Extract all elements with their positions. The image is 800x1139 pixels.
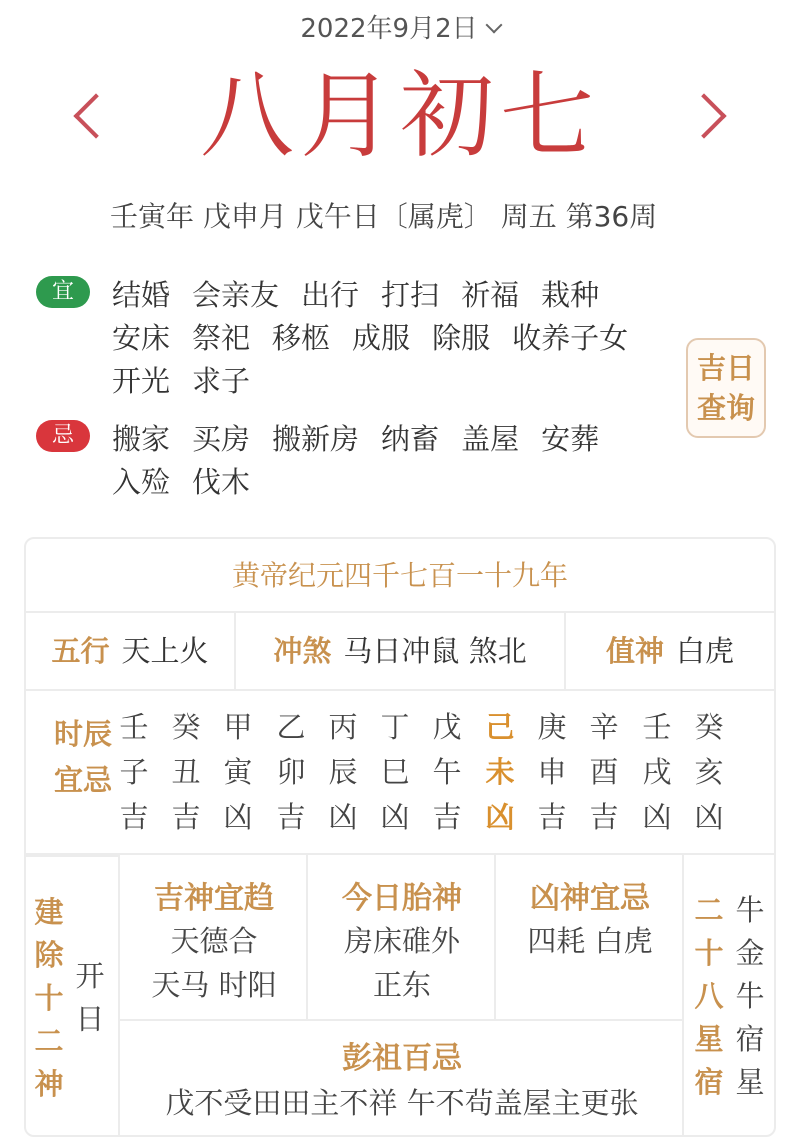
yi-item: 祈福 <box>461 278 520 312</box>
shichen-luck: 凶 <box>694 800 724 834</box>
shichen-branch: 亥 <box>694 755 724 789</box>
shichen-luck: 凶 <box>485 800 515 834</box>
xiu-value-char: 宿 <box>735 1022 765 1056</box>
xiongshen-line: 四耗 白虎 <box>527 924 653 958</box>
jishen-cell <box>120 855 308 1019</box>
yi-item: 会亲友 <box>192 278 280 312</box>
wuxing-label: 五行 <box>51 634 110 668</box>
yi-item: 开光 <box>112 364 171 398</box>
bottom-section <box>26 855 774 1135</box>
shichen-column <box>532 705 572 840</box>
jianchu-value-char: 日 <box>75 1002 105 1036</box>
jianchu-label-char: 十 <box>34 981 64 1015</box>
lunar-date: 八月初七 <box>199 62 600 171</box>
taishen-line: 正东 <box>372 968 431 1002</box>
ji-list <box>112 418 676 504</box>
shichen-luck: 凶 <box>642 800 672 834</box>
shichen-branch: 未 <box>485 755 515 789</box>
shichen-column <box>637 705 677 840</box>
shichen-column <box>427 705 467 840</box>
shichen-luck: 吉 <box>276 800 306 834</box>
xiu-value-char: 牛 <box>735 979 765 1013</box>
shichen-luck: 吉 <box>171 800 201 834</box>
jiri-button-line1: 吉日 <box>696 351 755 385</box>
yi-item: 求子 <box>192 364 251 398</box>
almanac-table <box>24 537 776 1137</box>
ji-item: 安葬 <box>541 422 600 456</box>
shichen-stem: 壬 <box>119 710 149 744</box>
shichen-column <box>323 705 363 840</box>
shichen-branch: 巳 <box>380 755 410 789</box>
shichen-label <box>48 711 118 803</box>
shichen-branch: 丑 <box>171 755 201 789</box>
shichen-stem: 丁 <box>380 710 410 744</box>
xiu-label-char: 八 <box>694 979 724 1013</box>
shichen-column <box>114 705 154 840</box>
shichen-column <box>375 705 415 840</box>
jiri-button-line2: 查询 <box>696 391 755 425</box>
ji-item: 买房 <box>192 422 251 456</box>
ji-item: 搬家 <box>112 422 171 456</box>
zhishen-value: 白虎 <box>676 634 735 668</box>
jianchu-label-char: 建 <box>34 895 64 929</box>
shichen-stem: 辛 <box>589 710 619 744</box>
xiu-value-char: 星 <box>735 1065 765 1099</box>
ji-badge: 忌 <box>36 420 90 452</box>
zhishen-cell <box>566 613 774 691</box>
shichen-luck: 凶 <box>328 800 358 834</box>
shichen-column <box>166 705 206 840</box>
jishen-line: 天马 时阳 <box>151 968 277 1002</box>
xiu-value-char: 金 <box>735 936 765 970</box>
chongsha-value: 马日冲鼠 煞北 <box>343 634 527 668</box>
shichen-stem: 癸 <box>694 710 724 744</box>
zhishen-label: 值神 <box>605 634 664 668</box>
yi-item: 结婚 <box>112 278 171 312</box>
shichen-column <box>271 705 311 840</box>
xiu-label-char: 宿 <box>694 1065 724 1099</box>
shichen-branch: 酉 <box>589 755 619 789</box>
chevron-down-icon <box>485 17 502 34</box>
shichen-branch: 卯 <box>276 755 306 789</box>
taishen-title: 今日胎神 <box>342 881 462 916</box>
date-text: 2022年9月2日 <box>300 14 478 44</box>
ji-item: 盖屋 <box>461 422 520 456</box>
yi-list <box>112 274 676 403</box>
shichen-luck: 吉 <box>119 800 149 834</box>
shichen-branch: 寅 <box>223 755 253 789</box>
jianchu-cell <box>26 855 120 1135</box>
shichen-stem: 乙 <box>276 710 306 744</box>
taishen-cell <box>308 855 496 1019</box>
yi-section <box>36 274 676 403</box>
shichen-luck: 凶 <box>223 800 253 834</box>
shichen-branch: 子 <box>119 755 149 789</box>
jishen-title: 吉神宜趋 <box>154 881 274 916</box>
shichen-luck: 吉 <box>589 800 619 834</box>
shichen-label-line1: 时辰 <box>53 717 112 751</box>
yi-item: 祭祀 <box>192 321 251 355</box>
ji-item: 搬新房 <box>272 422 360 456</box>
ganzhi-info: 壬寅年 戊申月 戊午日〔属虎〕 周五 第36周 <box>110 200 658 233</box>
xiu-value-char: 牛 <box>735 893 765 927</box>
xiongshen-title: 凶神宜忌 <box>530 881 650 916</box>
shichen-section <box>26 691 774 855</box>
ji-item: 伐木 <box>192 465 251 499</box>
wuxing-value: 天上火 <box>121 634 209 668</box>
shichen-stem: 己 <box>485 710 515 744</box>
auspicious-day-query-button[interactable] <box>686 338 766 438</box>
xiu-label-char: 二 <box>694 893 724 927</box>
shichen-luck: 吉 <box>537 800 567 834</box>
jianchu-value-char: 开 <box>75 959 105 993</box>
xiongshen-cell <box>496 855 684 1019</box>
shichen-branch: 申 <box>537 755 567 789</box>
shichen-column <box>480 705 520 840</box>
shichen-column <box>689 705 729 840</box>
shichen-label-line2: 宜忌 <box>53 763 112 797</box>
shichen-stem: 庚 <box>537 710 567 744</box>
ji-item: 纳畜 <box>381 422 440 456</box>
xiu-label-char: 十 <box>694 936 724 970</box>
shichen-branch: 戌 <box>642 755 672 789</box>
jianchu-label-char: 二 <box>34 1024 64 1058</box>
yi-badge: 宜 <box>36 276 90 308</box>
shichen-column <box>218 705 258 840</box>
jianchu-label-char: 神 <box>34 1067 64 1101</box>
shichen-stem: 戊 <box>432 710 462 744</box>
wuxing-cell <box>26 613 236 691</box>
huangdi-era: 黄帝纪元四千七百一十九年 <box>26 539 774 613</box>
jianchu-label <box>30 891 68 1106</box>
yi-item: 出行 <box>301 278 360 312</box>
yi-item: 栽种 <box>541 278 600 312</box>
ji-section <box>36 418 676 504</box>
chongsha-cell <box>236 613 566 691</box>
xiu-value <box>730 889 770 1104</box>
jishen-body <box>120 919 308 1007</box>
taishen-line: 房床碓外 <box>343 924 460 958</box>
yi-item: 收养子女 <box>512 321 629 355</box>
pengzu-title: 彭祖百忌 <box>342 1041 462 1076</box>
shichen-stem: 甲 <box>223 710 253 744</box>
jishen-line: 天德合 <box>170 924 258 958</box>
jianchu-value <box>70 955 110 1041</box>
pengzu-text: 戊不受田田主不祥 午不茍盖屋主更张 <box>165 1086 639 1120</box>
jianchu-label-char: 除 <box>34 938 64 972</box>
yi-item: 成服 <box>352 321 411 355</box>
yi-item: 移柩 <box>272 321 331 355</box>
shichen-stem: 癸 <box>171 710 201 744</box>
shichen-branch: 午 <box>432 755 462 789</box>
yi-item: 安床 <box>112 321 171 355</box>
taishen-body <box>308 919 496 1007</box>
xiongshen-body <box>496 919 684 963</box>
shichen-stem: 壬 <box>642 710 672 744</box>
shichen-stem: 丙 <box>328 710 358 744</box>
shichen-column <box>584 705 624 840</box>
shichen-branch: 辰 <box>328 755 358 789</box>
xiu-label-char: 星 <box>694 1022 724 1056</box>
pengzu-cell <box>120 1019 684 1135</box>
shichen-luck: 吉 <box>432 800 462 834</box>
yi-item: 除服 <box>432 321 491 355</box>
ji-item: 入殓 <box>112 465 171 499</box>
xiu-label <box>690 889 728 1104</box>
xiu-cell <box>684 855 774 1135</box>
shichen-luck: 凶 <box>380 800 410 834</box>
chongsha-label: 冲煞 <box>273 634 332 668</box>
yi-item: 打扫 <box>381 278 440 312</box>
date-selector[interactable] <box>0 8 800 45</box>
